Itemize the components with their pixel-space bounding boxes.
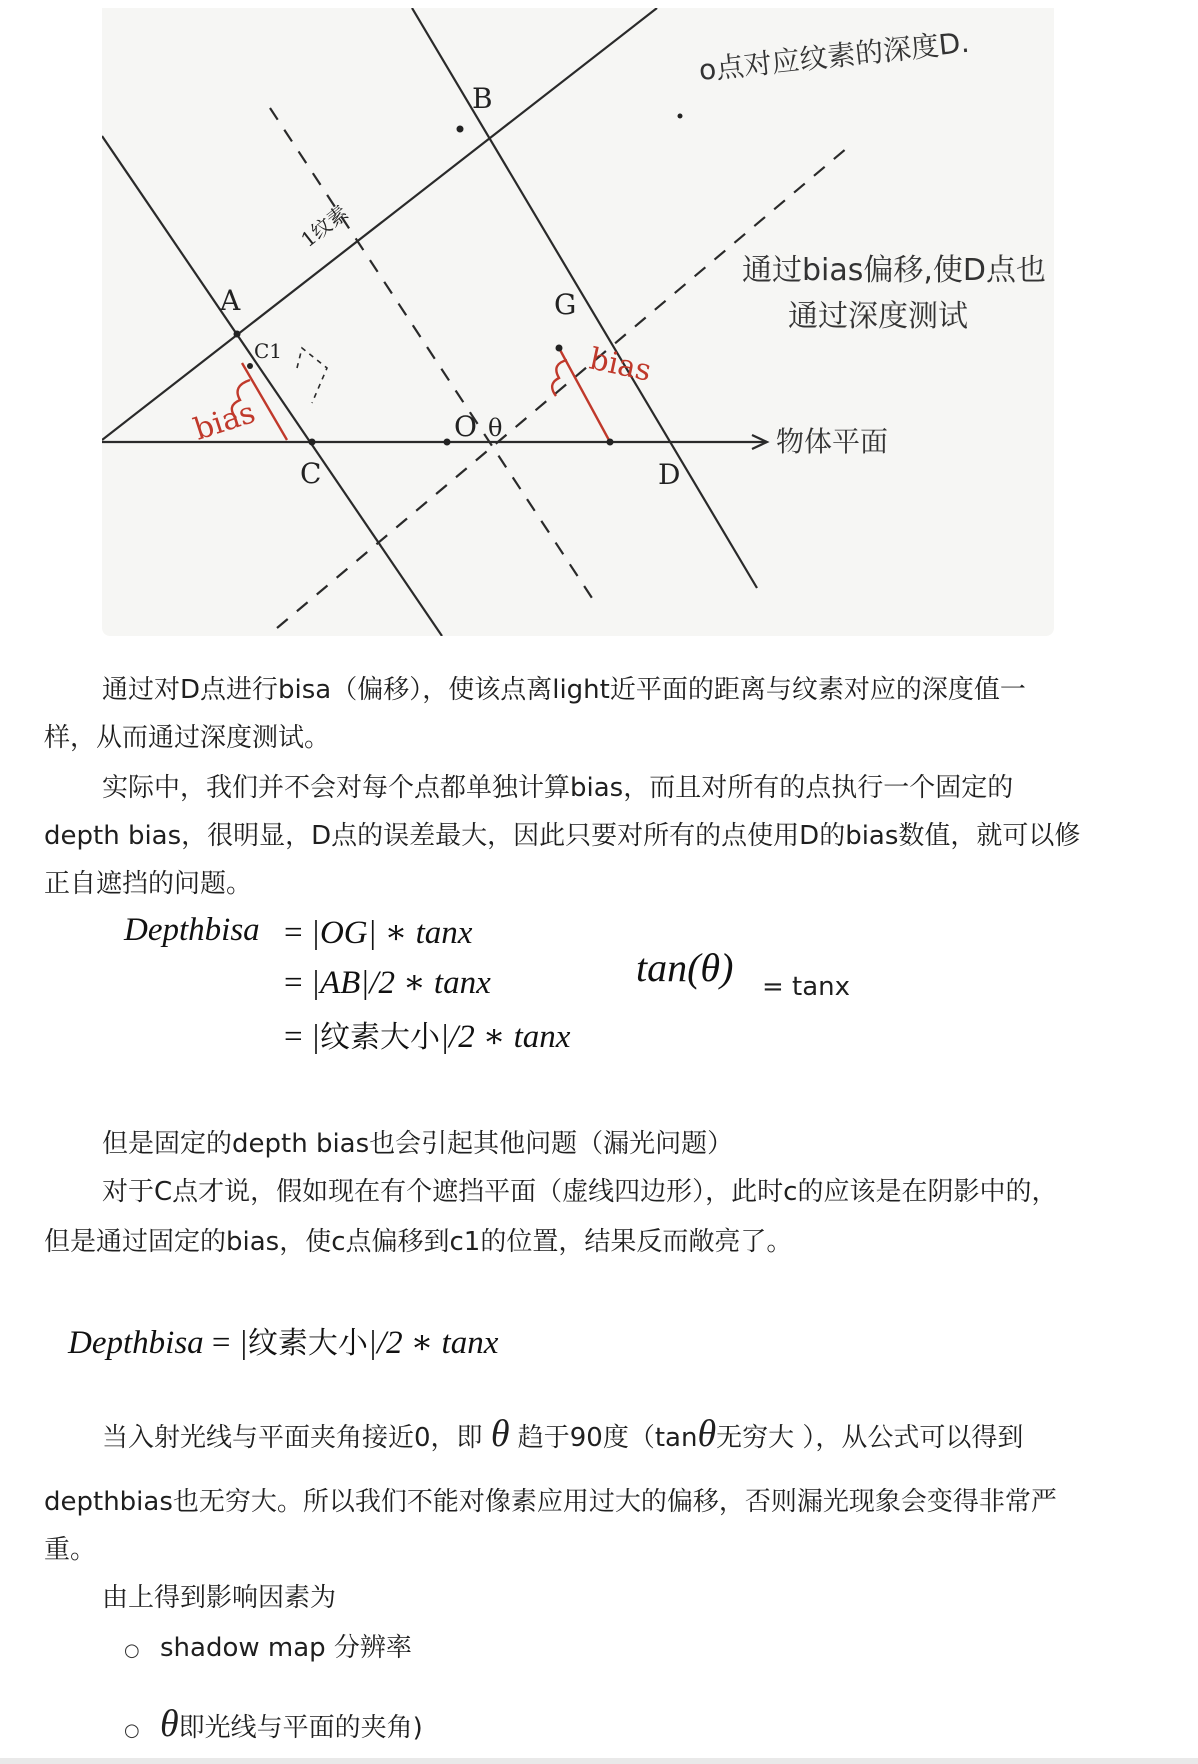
label-bias-right: bias bbox=[586, 341, 655, 389]
note-middle-line1: 通过bias偏移,使D点也 bbox=[742, 253, 1047, 288]
ray-a-c bbox=[102, 136, 442, 636]
tan-theta: tan(θ) bbox=[636, 945, 734, 990]
equation-row1 bbox=[284, 912, 472, 952]
paragraph-5-part-b: 趋于90度（tan bbox=[509, 1423, 698, 1453]
formula-2-bar: | bbox=[238, 1325, 248, 1361]
label-theta: θ bbox=[488, 414, 503, 442]
equation-row2 bbox=[284, 962, 491, 1002]
equation-row3-rest: |/2 ∗ tanx bbox=[439, 1019, 571, 1055]
equals-3: = bbox=[284, 1019, 303, 1055]
depth-bias-diagram bbox=[102, 8, 1054, 636]
formula-2-cn: 纹素大小 bbox=[247, 1326, 368, 1361]
note-plane: 物体平面 bbox=[776, 425, 889, 458]
point-g bbox=[556, 345, 563, 352]
paragraph-2-line1: 实际中，我们并不会对每个点都单独计算bias，而且对所有的点执行一个固定的 bbox=[102, 773, 1014, 803]
paragraph-2-line2: depth bias，很明显，D点的误差最大，因此只要对所有的点使用D的bias数值，就可以修 bbox=[44, 821, 1081, 851]
bottom-divider bbox=[0, 1758, 1198, 1764]
list-item bbox=[124, 1700, 423, 1755]
equation-row1-text: |OG| ∗ tanx bbox=[310, 915, 473, 951]
label-a: A bbox=[220, 284, 241, 317]
formula-2 bbox=[68, 1318, 498, 1362]
center-ray-dashed bbox=[270, 108, 592, 598]
note-middle-line2: 通过深度测试 bbox=[788, 299, 968, 334]
point-b bbox=[457, 126, 464, 133]
bullet-marker-2: ○ bbox=[124, 1720, 140, 1741]
label-bias-left: bias bbox=[189, 395, 260, 448]
equals-2: = bbox=[284, 965, 303, 1001]
theta-symbol-3: θ bbox=[159, 1703, 179, 1745]
note-top: o点对应纹素的深度D. bbox=[697, 25, 971, 87]
paragraph-4-line2: 但是通过固定的bias，使c点偏移到c1的位置，结果反而敞亮了。 bbox=[44, 1227, 793, 1257]
stray-dot bbox=[678, 114, 683, 119]
shifted-plane-dashed bbox=[277, 148, 847, 628]
equation-row3-bar: | bbox=[310, 1019, 320, 1055]
theta-symbol-2: θ bbox=[697, 1413, 717, 1455]
label-g: G bbox=[554, 288, 577, 321]
bullet-marker-1: ○ bbox=[124, 1640, 140, 1661]
paragraph-5-part-c: 无穷大 ），从公式可以得到 bbox=[716, 1423, 1024, 1453]
point-c1 bbox=[247, 363, 253, 369]
equation-lhs bbox=[124, 912, 260, 949]
paragraph-5-line3: 重。 bbox=[44, 1535, 97, 1565]
formula-2-equals: = bbox=[211, 1325, 231, 1361]
paragraph-5-line2: depthbias也无穷大。所以我们不能对像素应用过大的偏移，否则漏光现象会变得非常严 bbox=[44, 1487, 1057, 1517]
point-a bbox=[234, 331, 241, 338]
equals-1: = bbox=[284, 915, 303, 951]
theta-symbol-1: θ bbox=[490, 1413, 510, 1455]
label-d: D bbox=[658, 458, 681, 491]
formula-2-rest: |/2 ∗ tanx bbox=[367, 1325, 499, 1361]
label-c1: C1 bbox=[254, 339, 283, 363]
list-item bbox=[124, 1624, 412, 1675]
point-o bbox=[444, 439, 451, 446]
equation-lhs-text: Depthbisa bbox=[124, 912, 260, 948]
point-d bbox=[607, 439, 614, 446]
label-texel: 1纹素 bbox=[296, 200, 353, 252]
paragraph-5-part-a: 当入射光线与平面夹角接近0，即 bbox=[102, 1423, 491, 1453]
equation-row3-cn: 纹素大小 bbox=[319, 1020, 440, 1055]
tan-note: = tanx bbox=[762, 972, 851, 1002]
label-c: C bbox=[300, 457, 322, 490]
paragraph-1-line2: 样，从而通过深度测试。 bbox=[44, 723, 331, 753]
occluder-dashed-box bbox=[297, 348, 327, 403]
paragraph-1-line1: 通过对D点进行bisa（偏移），使该点离light近平面的距离与纹素对应的深度值一 bbox=[102, 675, 1026, 705]
ray-b-d bbox=[412, 8, 757, 588]
label-b: B bbox=[472, 82, 493, 115]
diagram-photo bbox=[102, 8, 1054, 636]
paragraph-3: 但是固定的depth bias也会引起其他问题（漏光问题） bbox=[102, 1129, 734, 1159]
formula-2-lhs: Depthbisa bbox=[68, 1325, 204, 1361]
bullet-2-text: 即光线与平面的夹角) bbox=[178, 1713, 423, 1743]
paragraph-6: 由上得到影响因素为 bbox=[102, 1583, 337, 1613]
equation-row2-text: |AB|/2 ∗ tanx bbox=[310, 965, 491, 1001]
point-c bbox=[309, 439, 316, 446]
label-o: O bbox=[454, 410, 477, 443]
paragraph-2-line3: 正自遮挡的问题。 bbox=[44, 869, 253, 899]
bullet-1-text: shadow map 分辨率 bbox=[159, 1633, 412, 1663]
equation-row3 bbox=[284, 1012, 570, 1056]
paragraph-4-line1: 对于C点才说，假如现在有个遮挡平面（虚线四边形），此时c的应该是在阴影中的， bbox=[102, 1177, 1058, 1207]
paragraph-5-line1 bbox=[102, 1410, 1023, 1462]
